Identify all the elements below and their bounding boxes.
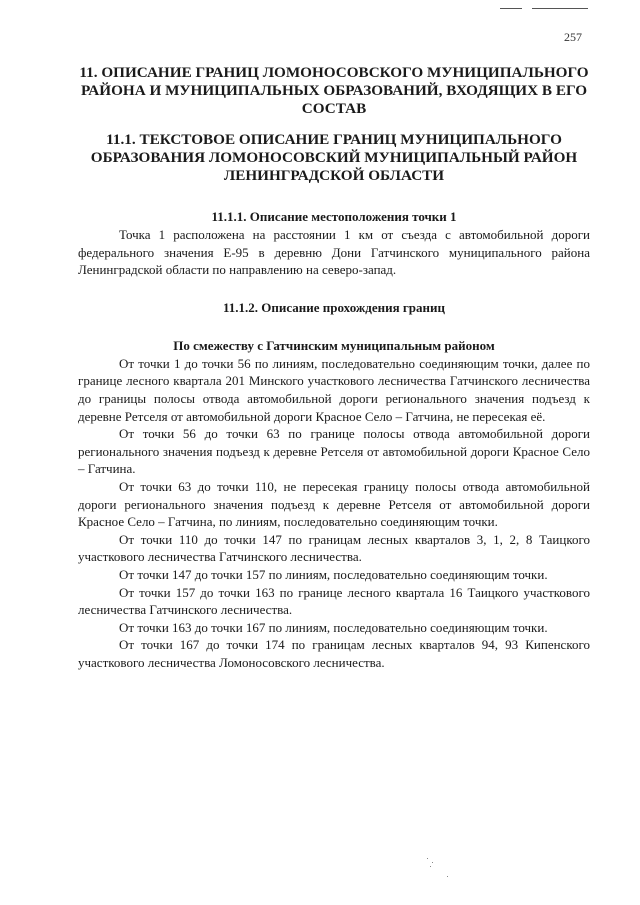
neighbor-heading: По смежеству с Гатчинским муниципальным районом: [173, 337, 495, 353]
boundary-paragraph: От точки 56 до точки 63 по границе полосы отвода автомобильной дороги регионального значения подъезд к деревне Ретселя от автомобильной дороги Красное Село – Гатчина.: [78, 426, 590, 477]
subsection-title-boundaries: 11.1.2. Описание прохождения границ: [222, 299, 446, 315]
scan-speck: [430, 866, 431, 867]
boundary-paragraph: От точки 147 до точки 157 по линиям, последовательно соединяющим точки.: [119, 566, 548, 582]
boundary-paragraph: От точки 167 до точки 174 по границам лесных кварталов 94, 93 Кипенского участкового лесничества Ломоносовского лесничества.: [78, 637, 590, 670]
scan-speck: [427, 858, 428, 859]
boundary-paragraph: От точки 157 до точки 163 по границе лесного квартала 16 Таицкого участкового лесничества Гатчинского лесничества.: [78, 584, 590, 618]
page-number: 257: [564, 30, 582, 44]
scan-artifact-line-right: [532, 8, 588, 9]
scan-speck: [447, 876, 448, 877]
main-title: 11. ОПИСАНИЕ ГРАНИЦ ЛОМОНОСОВСКОГО МУНИЦИПАЛЬНОГО РАЙОНА И МУНИЦИПАЛЬНЫХ ОБРАЗОВАНИЙ, ВХОДЯЩИХ В ЕГО СОСТАВ: [79, 64, 589, 117]
paragraph-location: Точка 1 расположена на расстоянии 1 км от съезда с автомобильной дороги федерального значения Е-95 в деревню Дони Гатчинского муниципального района Ленинградской области по направлению на северо-запад.: [78, 227, 590, 278]
section-title: 11.1. ТЕКСТОВОЕ ОПИСАНИЕ ГРАНИЦ МУНИЦИПАЛЬНОГО ОБРАЗОВАНИЯ ЛОМОНОСОВСКИЙ МУНИЦИПАЛЬНЫЙ РАЙОН ЛЕНИНГРАДСКОЙ ОБЛАСТИ: [90, 131, 578, 184]
boundary-paragraph: От точки 163 до точки 167 по линиям, последовательно соединяющим точки.: [119, 619, 548, 635]
subsection-title-location: 11.1.1. Описание местоположения точки 1: [211, 209, 457, 224]
scan-speck: [432, 862, 433, 863]
scan-artifact-line-left: [500, 8, 522, 9]
boundary-paragraph: От точки 1 до точки 56 по линиям, последовательно соединяющим точки, далее по границе лесного квартала 201 Минского участкового лесничества Гатчинского лесничества до границы полосы отвода автомобильной дороги регионального значения подъезд к деревне Ретселя от автомобильной дороги Красное Село – Гатчина, не пересекая её.: [78, 355, 590, 424]
document-body: [78, 64, 590, 671]
boundary-paragraph: От точки 63 до точки 110, не пересекая границу полосы отвода автомобильной дороги регионального значения подъезд к деревне Ретселя от автомобильной дороги Красное Село – Гатчина, по линиям, последовательно соединяющим точки.: [78, 478, 590, 530]
boundary-paragraph: От точки 110 до точки 147 по границам лесных кварталов 3, 1, 2, 8 Таицкого участкового лесничества Гатчинского лесничества.: [78, 531, 590, 565]
